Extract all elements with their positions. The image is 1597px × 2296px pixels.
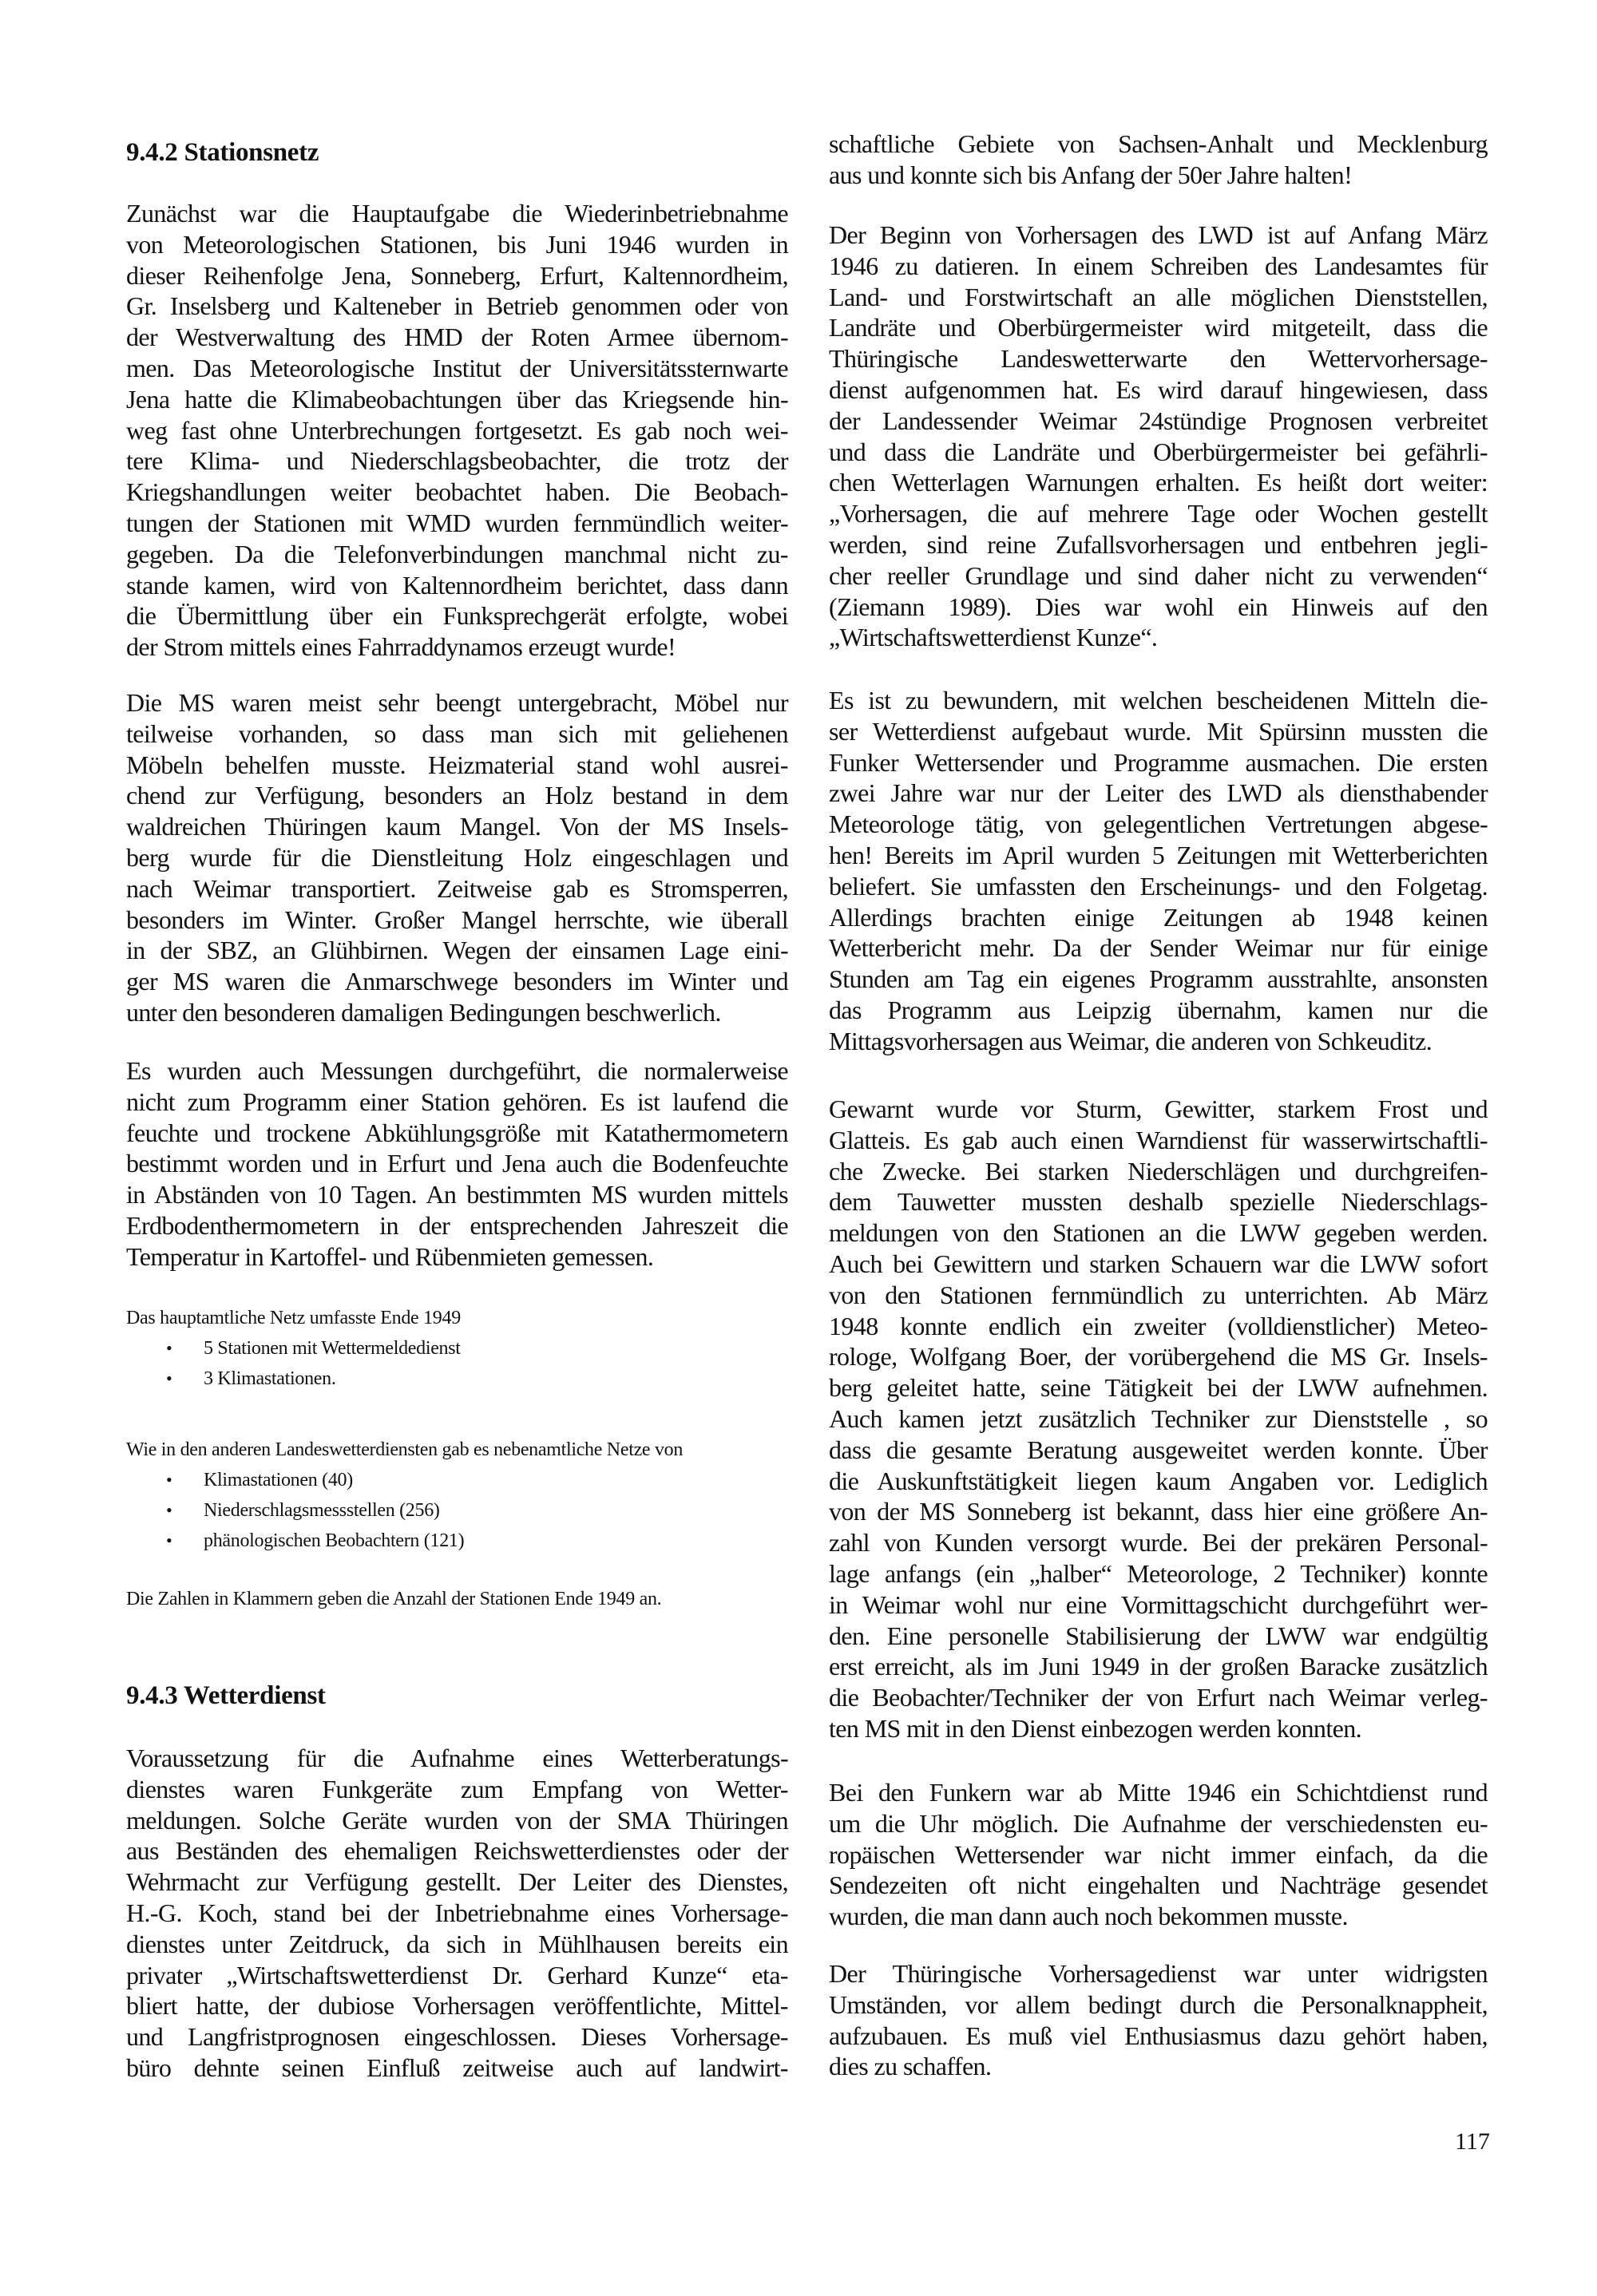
- text-line: tungen der Stationen mit WMD wurden fernmündlich weiter-: [126, 508, 788, 537]
- text-line: Glatteis. Es gab auch einen Warndienst für wasserwirtschaftli-: [829, 1125, 1488, 1154]
- text-line: weg fast ohne Unterbrechungen fortgesetzt. Es gab noch wei-: [126, 415, 788, 445]
- text-line: Meteorologe tätig, von gelegentlichen Vertretungen abgese-: [829, 810, 1488, 839]
- text-line: von Meteorologischen Stationen, bis Juni 1946 wurden in: [126, 229, 788, 259]
- text-line: die Auskunftstätigkeit liegen kaum Angaben vor. Lediglich: [829, 1466, 1488, 1495]
- bullet-icon: •: [166, 1500, 172, 1520]
- text-line: bestimmt worden und in Erfurt und Jena auch die Bodenfeuchte: [126, 1149, 788, 1178]
- text-line: „Vorhersagen, die auf mehrere Tage oder Wochen gestellt: [829, 499, 1488, 528]
- text-line: nach Weimar transportiert. Zeitweise gab es Stromsperren,: [126, 873, 788, 903]
- paragraph-forecast-beginning: [829, 220, 1488, 653]
- text-line: Zunächst war die Hauptaufgabe die Wiederinbetriebnahme: [126, 199, 788, 228]
- text-line: teilweise vorhanden, so dass man sich mit geliehenen: [126, 718, 788, 748]
- paragraph-warnings: [829, 1094, 1488, 1744]
- text-line: wurden, die man dann auch noch bekommen musste.: [829, 1902, 1348, 1931]
- text-line: Voraussetzung für die Aufnahme eines Wetterberatungs-: [126, 1744, 788, 1772]
- text-line: gegeben. Da die Telefonverbindungen manchmal nicht zu-: [126, 539, 788, 568]
- text-line: waldreichen Thüringen kaum Mangel. Von der MS Insels-: [126, 812, 788, 841]
- text-line: chen Wetterlagen Warnungen erhalten. Es heißt dort weiter:: [829, 468, 1488, 497]
- text-line: Jena hatte die Klimabeobachtungen über das Kriegsende hin-: [126, 384, 788, 414]
- text-line: der Landessender Weimar 24stündige Prognosen verbreitet: [829, 406, 1488, 435]
- paragraph-ms-conditions: [126, 687, 788, 1028]
- text-line: um die Uhr möglich. Die Aufnahme der verschiedensten eu-: [829, 1808, 1488, 1838]
- text-line: und dass die Landräte und Oberbürgermeister bei gefährli-: [829, 437, 1488, 466]
- text-line: berg wurde für die Dienstleitung Holz eingeschlagen und: [126, 842, 788, 872]
- paragraph-wetterdienst-intro: [126, 1743, 788, 2084]
- text-line: meldungen von den Stationen an die LWW gegeben werden.: [829, 1218, 1488, 1248]
- text-line: men. Das Meteorologische Institut der Universitätssternwarte: [126, 353, 788, 382]
- text-line: meldungen. Solche Geräte wurden von der SMA Thüringen: [126, 1805, 788, 1835]
- bullet-icon: •: [166, 1530, 172, 1550]
- text-line: besonders im Winter. Großer Mangel herrschte, wie überall: [126, 905, 788, 934]
- text-line: schaftliche Gebiete von Sachsen-Anhalt und Mecklenburg: [829, 129, 1488, 158]
- text-line: H.-G. Koch, stand bei der Inbetriebnahme eines Vorhersage-: [126, 1898, 788, 1927]
- text-line: Der Beginn von Vorhersagen des LWD ist auf Anfang März: [829, 220, 1488, 249]
- text-line: ser Wetterdienst aufgebaut wurde. Mit Spürsinn mussten die: [829, 716, 1488, 746]
- text-line: stande kamen, wird von Kaltennordheim berichtet, dass dann: [126, 570, 788, 600]
- text-line: dienst aufgenommen hat. Es wird darauf hingewiesen, dass: [829, 374, 1488, 404]
- text-line: ten MS mit in den Dienst einbezogen werden konnten.: [829, 1713, 1362, 1743]
- text-line: aus Beständen des ehemaligen Reichswetterdienstes oder der: [126, 1836, 788, 1866]
- text-line: chend zur Verfügung, besonders an Holz bestand in dem: [126, 781, 788, 810]
- text-line: dem Tauwetter mussten deshalb spezielle Niederschlags-: [829, 1187, 1488, 1217]
- text-line: dass die gesamte Beratung ausgeweitet werden konnte. Über: [829, 1435, 1488, 1464]
- text-line: Es wurden auch Messungen durchgeführt, die normalerweise: [126, 1056, 788, 1085]
- paragraph-radio-operators: [829, 1777, 1488, 1932]
- text-line: Landräte und Oberbürgermeister wird mitgeteilt, dass die: [829, 313, 1488, 342]
- text-line: lage anfangs (ein „halber“ Meteorologe, 2 Techniker) konnte: [829, 1558, 1488, 1588]
- text-line: Land- und Forstwirtschaft an alle möglichen Dienststellen,: [829, 282, 1488, 311]
- bullet-icon: •: [166, 1368, 172, 1388]
- text-line: 1946 zu datieren. In einem Schreiben des Landesamtes für: [829, 251, 1488, 280]
- text-line: privater „Wirtschaftswetterdienst Dr. Gerhard Kunze“ eta-: [126, 1960, 788, 1989]
- text-line: Gewarnt wurde vor Sturm, Gewitter, starkem Frost und: [829, 1095, 1488, 1123]
- text-line: rologe, Wolfgang Boer, der vorübergehend die MS Gr. Insels-: [829, 1342, 1488, 1372]
- text-line: Auch kamen jetzt zusätzlich Techniker zur Dienststelle , so: [829, 1403, 1488, 1433]
- bullet-icon: •: [166, 1470, 172, 1490]
- text-line: Temperatur in Kartoffel- und Rübenmieten gemessen.: [126, 1241, 654, 1271]
- text-line: 1948 konnte endlich ein zweiter (volldienstlicher) Meteo-: [829, 1311, 1488, 1340]
- paragraph-stationsnetz-intro: [126, 198, 788, 663]
- text-line: ropäischen Wettersender war nicht immer einfach, da die: [829, 1839, 1488, 1869]
- text-line: aufzubauen. Es muß viel Enthusiasmus dazu gehört haben,: [829, 2021, 1488, 2050]
- text-line: dienstes unter Zeitdruck, da sich in Mühlhausen bereits ein: [126, 1929, 788, 1958]
- text-line: tere Klima- und Niederschlagsbeobachter, die trotz der: [126, 446, 788, 476]
- text-line: che Zwecke. Bei starken Niederschlägen und durchgreifen-: [829, 1156, 1488, 1186]
- text-line: Auch bei Gewittern und starken Schauern war die LWW sofort: [829, 1249, 1488, 1278]
- text-line: nicht zum Programm einer Station gehören. Es ist laufend die: [126, 1087, 788, 1116]
- network-secondary-intro: Wie in den anderen Landeswetterdiensten gab es nebenamtliche Netze von: [126, 1439, 684, 1460]
- network-main-intro: Das hauptamtliche Netz umfasste Ende 1949: [126, 1308, 461, 1328]
- text-line: Sendezeiten oft nicht eingehalten und Nachträge gesendet: [829, 1870, 1488, 1900]
- text-line: werden, sind reine Zufallsvorhersagen und entbehren jegli-: [829, 529, 1488, 559]
- paragraph-conclusion: [829, 1958, 1488, 2082]
- section-heading-stationsnetz: 9.4.2 Stationsnetz: [126, 138, 319, 167]
- text-line: die Beobachter/Techniker der von Erfurt nach Weimar verleg-: [829, 1683, 1488, 1712]
- left-column: 9.4.2 Stationsnetz Zunächst war die Hauptaufgabe die Wiederinbetriebnahme von Meteorologischen Stationen, bis Juni 1946 wurden in dieser Reihenfolge Jena, Sonneberg, Erfurt, Kaltennordheim, Gr. Inselsberg und Kalteneber in Betrieb genommen oder von der Westverwaltung des HMD der Roten Armee übernom- men. Das Meteorologische Institut der Universitätssternwarte Jena hatte die Klimabeobachtungen über das Kriegsende hin- weg fast ohne Unterbrechungen fortgesetzt. Es gab noch wei- tere Klima- und Niederschlagsbeobachter, die trotz der Kriegshandlungen weiter beobachtet haben. Die Beobach- tungen der Stationen mit WMD wurden fernmündlich weiter- gegeben. Da die Telefonverbindungen manchmal nicht zu- stande kamen, wird von Kaltennordheim berichtet, dass dann die Übermittlung über ein Funksprechgerät erfolgte, wobei der Strom mittels eines Fahrraddynamos erzeugt wurde! Die MS waren meist sehr beengt untergebracht, Möbel nur teilweise vorhanden, so dass man sich mit geliehenen Möbeln behelfen musste. Heizmaterial stand wohl ausrei- chend zur Verfügung, besonders an Holz bestand in dem waldreichen Thüringen kaum Mangel. Von der MS Insels- berg wurde für die Dienstleitung Holz eingeschlagen und nach Weimar transportiert. Zeitweise gab es Stromsperren, besonders im Winter. Großer Mangel herrschte, wie überall in der SBZ, an Glühbirnen. Wegen der einsamen Lage eini- ger MS waren die Anmarschwege besonders im Winter und unter den besonderen damaligen Bedingungen beschwerlich. Es wurden auch Messungen durchgeführt, die normalerweise nicht zum Programm einer Station gehören. Es ist laufend die feuchte und trockene Abkühlungsgröße mit Katathermometern bestimmt worden und in Erfurt und Jena auch die Bodenfeuchte in Abständen von 10 Tagen. An bestimmten MS wurden mittels Erdbodenthermometern in der entsprechenden Jahreszeit die Temperatur in Kartoffel- und Rübenmieten gemessen. Das hauptamtliche Netz umfasste Ende 1949 • 5 Stationen mit Wettermeldedienst • 3 Klimastationen. Wie in den anderen Landeswetterdiensten gab es nebenamtliche Netze von • Klimastationen (40) • Niederschlagsmessstellen (256) • phänologischen Beobachtern (121) Die Zahlen in Klammern geben die Anzahl der Stationen Ende 1949 an. 9.4.3 Wetterdienst Voraussetzung für die Aufnahme eines Wetterberatungs- dienstes waren Funkgeräte zum Empfang von Wetter- meldungen. Solche Geräte wurden von der SMA Thüringen aus Beständen des ehemaligen Reichswetterdienstes oder der Wehrmacht zur Verfügung gestellt. Der Leiter des Dienstes, H.-G. Koch, stand bei der Inbetriebnahme eines Vorhersage- dienstes unter Zeitdruck, da sich in Mühlhausen bereits ein privater „Wirtschaftswetterdienst Dr. Gerhard Kunze“ eta- bliert hatte, der dubiose Vorhersagen veröffentlichte, Mittel- und Langfristprognosen eingeschlossen. Dieses Vorhersage- büro dehnte seinen Einfluß zeitweise auch auf landwirt-: [126, 138, 788, 2082]
- page-number: 117: [1455, 2128, 1490, 2155]
- text-line: in der SBZ, an Glühbirnen. Wegen der einsamen Lage eini-: [126, 936, 788, 965]
- text-line: cher reeller Grundlage und sind daher nicht zu verwenden“: [829, 560, 1488, 590]
- text-line: Gr. Inselsberg und Kalteneber in Betrieb genommen oder von: [126, 291, 788, 321]
- paragraph-special-measurements: [126, 1055, 788, 1273]
- text-line: zahl von Kunden versorgt wurde. Bei der prekären Personal-: [829, 1528, 1488, 1558]
- text-line: erst erreicht, als im Juni 1949 in der großen Baracke zusätzlich: [829, 1652, 1488, 1681]
- text-line: berg geleitet hatte, seine Tätigkeit bei der LWW aufnehmen.: [829, 1373, 1488, 1403]
- text-line: „Wirtschaftswetterdienst Kunze“.: [829, 623, 1158, 652]
- bullet-icon: •: [166, 1338, 172, 1358]
- text-line: Stunden am Tag ein eigenes Programm ausstrahlte, ansonsten: [829, 964, 1488, 994]
- text-line: und Langfristprognosen eingeschlossen. Dieses Vorhersage-: [126, 2022, 788, 2052]
- text-line: hen! Bereits im April wurden 5 Zeitungen mit Wetterberichten: [829, 840, 1488, 869]
- text-line: Bei den Funkern war ab Mitte 1946 ein Schichtdienst rund: [829, 1778, 1488, 1807]
- text-line: Thüringische Landeswetterwarte den Wettervorhersage-: [829, 344, 1488, 374]
- text-line: feuchte und trockene Abkühlungsgröße mit Katathermometern: [126, 1118, 788, 1147]
- text-line: unter den besonderen damaligen Bedingungen beschwerlich.: [126, 997, 721, 1027]
- section-heading-wetterdienst: 9.4.3 Wetterdienst: [126, 1681, 326, 1710]
- text-line: in Weimar wohl nur eine Vormittagschicht durchgeführt wer-: [829, 1589, 1488, 1619]
- text-line: Mittagsvorhersagen aus Weimar, die anderen von Schkeuditz.: [829, 1026, 1433, 1055]
- text-line: Wehrmacht zur Verfügung gestellt. Der Leiter des Dienstes,: [126, 1867, 788, 1897]
- text-line: Der Thüringische Vorhersagedienst war unter widrigsten: [829, 1959, 1488, 1988]
- text-line: beliefert. Sie umfassten den Erscheinungs- und den Folgetag.: [829, 871, 1488, 901]
- paragraph-modest-means: [829, 685, 1488, 1057]
- text-line: Möbeln behelfen musste. Heizmaterial stand wohl ausrei-: [126, 750, 788, 779]
- text-line: Kriegshandlungen weiter beobachtet haben. Die Beobach-: [126, 477, 788, 507]
- text-line: in Abständen von 10 Tagen. An bestimmten MS wurden mittels: [126, 1180, 788, 1209]
- text-line: Erdbodenthermometern in der entsprechenden Jahreszeit die: [126, 1210, 788, 1240]
- text-line: Es ist zu bewundern, mit welchen bescheidenen Mitteln die-: [829, 686, 1488, 715]
- paragraph-kunze-continued: [829, 129, 1488, 191]
- text-line: das Programm aus Leipzig übernahm, kamen nur die: [829, 995, 1488, 1024]
- right-column: [829, 0, 1488, 2296]
- text-line: von den Stationen fernmündlich zu unterrichten. Ab März: [829, 1280, 1488, 1309]
- text-line: Funker Wettersender und Programme ausmachen. Die ersten: [829, 747, 1488, 777]
- text-line: dieser Reihenfolge Jena, Sonneberg, Erfurt, Kaltennordheim,: [126, 260, 788, 290]
- text-line: (Ziemann 1989). Dies war wohl ein Hinweis auf den: [829, 592, 1488, 621]
- text-line: Die MS waren meist sehr beengt untergebracht, Möbel nur: [126, 688, 788, 717]
- text-line: Allerdings brachten einige Zeitungen ab 1948 keinen: [829, 902, 1488, 932]
- text-line: Wetterbericht mehr. Da der Sender Weimar nur für einige: [829, 933, 1488, 963]
- network-note: Die Zahlen in Klammern geben die Anzahl der Stationen Ende 1949 an.: [126, 1589, 662, 1609]
- text-line: Umständen, vor allem bedingt durch die Personalknappheit,: [829, 1989, 1488, 2019]
- text-line: der Westverwaltung des HMD der Roten Armee übernom-: [126, 323, 788, 352]
- text-line: büro dehnte seinen Einfluß zeitweise auch auf landwirt-: [126, 2053, 788, 2082]
- text-line: die Übermittlung über ein Funksprechgerät erfolgte, wobei: [126, 601, 788, 631]
- text-line: aus und konnte sich bis Anfang der 50er Jahre halten!: [829, 160, 1353, 189]
- text-line: den. Eine personelle Stabilisierung der LWW war endgültig: [829, 1621, 1488, 1650]
- text-line: zwei Jahre war nur der Leiter des LWD als diensthabender: [829, 778, 1488, 808]
- text-line: ger MS waren die Anmarschwege besonders im Winter und: [126, 967, 788, 996]
- text-line: dienstes waren Funkgeräte zum Empfang von Wetter-: [126, 1774, 788, 1803]
- text-line: bliert hatte, der dubiose Vorhersagen veröffentlichte, Mittel-: [126, 1991, 788, 2021]
- text-line: dies zu schaffen.: [829, 2052, 992, 2081]
- text-line: von der MS Sonneberg ist bekannt, dass hier eine größere An-: [829, 1497, 1488, 1526]
- text-line: der Strom mittels eines Fahrraddynamos erzeugt wurde!: [126, 632, 676, 662]
